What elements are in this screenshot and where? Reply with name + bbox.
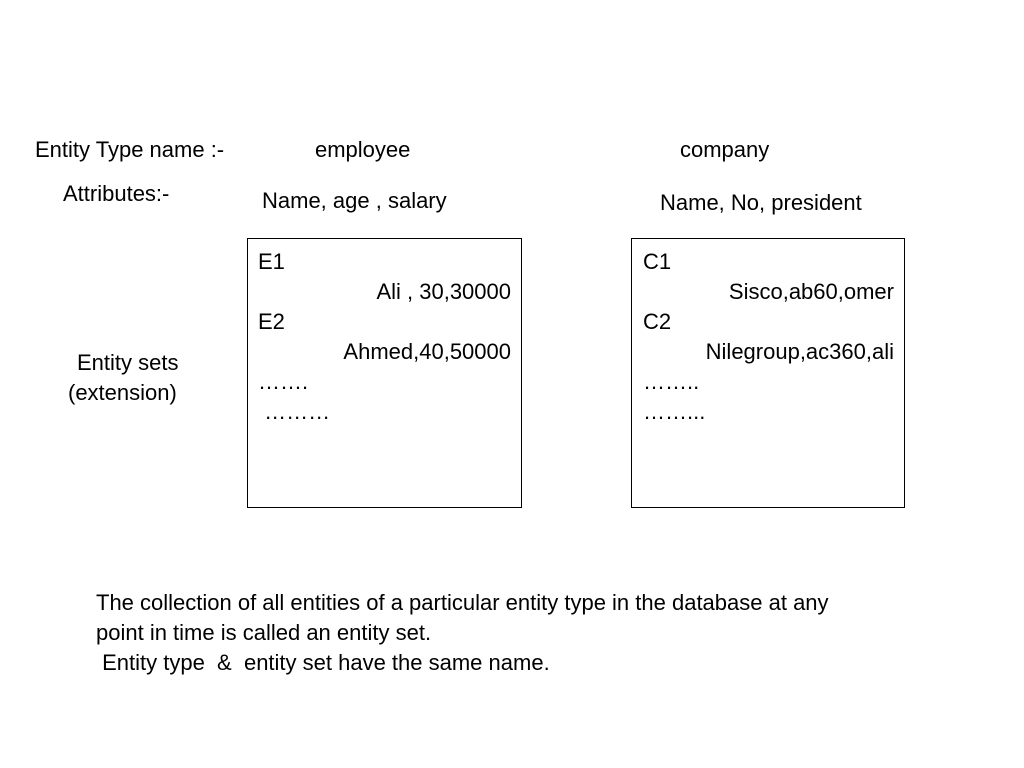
company-entity-id: C1 — [643, 249, 672, 274]
company-entity-values: Nilegroup,ac360,ali — [705, 339, 894, 364]
definition-line: point in time is called an entity set. — [96, 620, 432, 645]
company-type-name: company — [680, 137, 770, 162]
company-entity-id: C2 — [643, 309, 672, 334]
definition-text — [96, 588, 996, 678]
entity-sets-label-line1: Entity sets — [77, 350, 179, 375]
company-attributes: Name, No, president — [660, 190, 862, 215]
entity-type-name-label: Entity Type name :- — [35, 137, 225, 162]
company-entity-set-box — [631, 238, 905, 508]
employee-entity-values: Ahmed,40,50000 — [343, 339, 511, 364]
employee-entity-id: E1 — [258, 249, 285, 274]
employee-attributes: Name, age , salary — [262, 188, 447, 213]
employee-type-name: employee — [315, 137, 411, 162]
entity-sets-label-line2: (extension) — [68, 380, 177, 405]
company-ellipsis: …….. — [643, 369, 700, 394]
employee-ellipsis: ……… — [258, 399, 331, 424]
company-entity-values: Sisco,ab60,omer — [728, 279, 894, 304]
employee-entity-id: E2 — [258, 309, 285, 334]
employee-entity-values: Ali , 30,30000 — [376, 279, 511, 304]
company-ellipsis: ……... — [643, 399, 706, 424]
employee-ellipsis: ……. — [258, 369, 309, 394]
employee-entity-set-box — [247, 238, 522, 508]
definition-line: The collection of all entities of a particular entity type in the database at any — [96, 590, 829, 615]
attributes-label: Attributes:- — [63, 181, 170, 206]
definition-line: Entity type & entity set have the same name. — [96, 650, 550, 675]
